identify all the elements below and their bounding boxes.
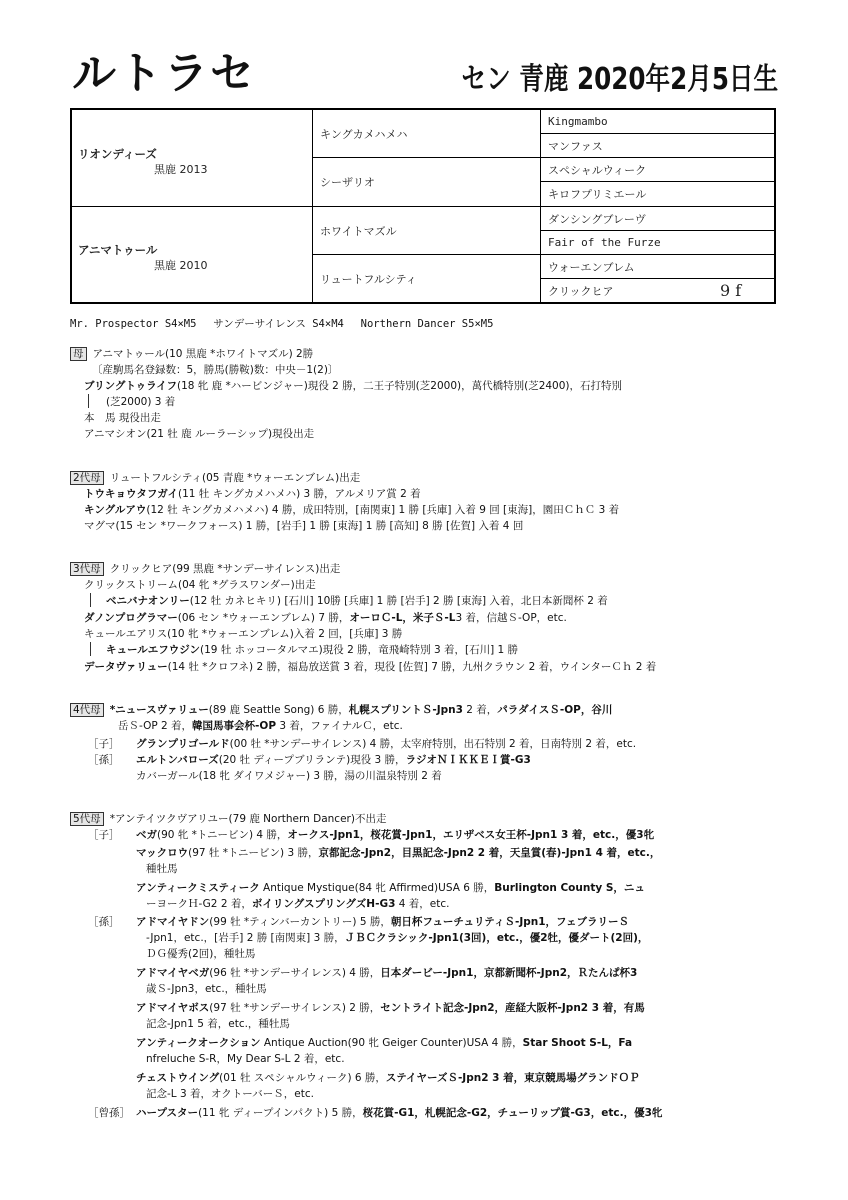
list-item: エルトンバローズ(20 牡 ディープブリランテ)現役 3 勝，ラジオＮＩＫＫＥＩ賞-G3 [136,754,531,766]
generation-tag: ［孫］ [88,754,120,766]
generation-tag: ［子］ [88,829,120,841]
third-dam-section-header: 3代母 クリックヒア(99 黒鹿 *サンデーサイレンス)出走 [70,561,340,577]
list-item: データヴァリュー(14 牡 *クロフネ) 2 勝，福島放送賞 3 着，現役 [佐賀] 7 勝，九州クラウン 2 着，ウインターＣｈ 2 着 [84,661,657,673]
list-item: アニマシオン(21 牡 鹿 ルーラーシップ)現役出走 [84,428,315,440]
generation-tag: ［子］ [88,738,120,750]
list-item: アンティークオークション Antique Auction(90 牝 Geiger Counter)USA 4 勝，Star Shoot S-L，Fa [136,1037,633,1049]
section-label-dam: 母 [70,347,87,361]
list-item: アドマイヤベガ(96 牡 *サンデーサイレンス) 4 勝，日本ダービー-Jpn1，京都新聞杯-Jpn2，Ｒたんぱ杯3 [136,967,638,979]
list-item: 歳Ｓ-Jpn3，etc.，種牡馬 [146,983,267,995]
section-label-3rd-dam: 3代母 [70,562,104,576]
list-item: カバーガール(18 牝 ダイワメジャー) 3 勝，湯の川温泉特別 2 着 [136,770,442,782]
list-item: 本 馬 現役出走 [84,412,161,424]
list-item: アドマイヤボス(97 牡 *サンデーサイレンス) 2 勝，セントライト記念-Jpn2，産経大阪杯-Jpn2 3 着，有馬 [136,1002,645,1014]
list-item: -Jpn1，etc.，[岩手] 2 勝 [南関東] 3 勝，ＪＢＣクラシック-Jpn1(3回)，etc.，優2牡，優ダート(2回)， [146,932,649,944]
list-item: キュールエアリス(10 牝 *ウォーエンブレム)入着 2 回，[兵庫] 3 勝 [84,628,403,640]
list-item: ハープスター(11 牝 ディープインパクト) 5 勝，桜花賞-G1，札幌記念-G2，チューリップ賞-G3，etc.，優3牝 [136,1107,663,1119]
dam-sire: ホワイトマズル [320,224,397,238]
list-item: ベニバナオンリー(12 牡 カネヒキリ) [石川] 10勝 [兵庫] 1 勝 [岩手] 2 勝 [東海] 入着，北日本新聞杯 2 着 [106,595,608,607]
g3-2: マンファス [548,139,603,153]
list-item: アンティークミスティーク Antique Mystique(84 牝 Affirmed)USA 6 勝，Burlington County S，ニュ [136,882,645,894]
pedigree-table [70,108,776,304]
dam-offspring-stats: 〔産駒馬名登録数：5，勝馬(勝鞍)数：中央－1(2)〕 [92,364,339,376]
dam-name: アニマトゥール [78,243,158,257]
sire-dam: シーザリオ [320,176,375,189]
section-label-2nd-dam: 2代母 [70,471,104,485]
section-label-5th-dam: 5代母 [70,812,104,826]
dam-section-header: 母 アニマトゥール(10 黒鹿 *ホワイトマズル) 2勝 [70,346,313,362]
list-item: マックロウ(97 牡 *トニービン) 3 勝，京都記念-Jpn2，目黒記念-Jpn2 2 着，天皇賞(春)-Jpn1 4 着，etc.， [136,847,661,859]
list-item: ＤＧ優秀(2回)，種牡馬 [146,948,256,960]
g3-7: ウォーエンブレム [548,260,635,274]
list-item: ベガ(90 牝 *トニービン) 4 勝，オークス-Jpn1，桜花賞-Jpn1，エリザベス女王杯-Jpn1 3 着，etc.，優3牝 [136,829,655,841]
list-item: キュールエフウジン(19 牡 ホッコータルマエ)現役 2 勝，竜飛崎特別 3 着，[石川] 1 勝 [106,644,519,656]
g3-1: Kingmambo [548,115,608,128]
generation-tag: ［孫］ [88,916,120,928]
list-item: トウキョウタフガイ(11 牡 キングカメハメハ) 3 勝，アルメリア賞 2 着 [84,488,421,500]
dam-dam: リュートフルシティ [320,272,417,286]
list-item: 記念-Jpn1 5 着，etc.，種牡馬 [146,1018,290,1030]
granddam-section-header: 2代母 リュートフルシティ(05 青鹿 *ウォーエンブレム)出走 [70,470,360,486]
list-item: チェストウイング(01 牡 スペシャルウィーク) 6 勝，ステイヤーズＳ-Jpn2 3 着，東京競馬場グランドＯＰ [136,1072,640,1084]
list-item: キングルアウ(12 牡 キングカメハメハ) 4 勝，成田特別，[南関東] 1 勝 [兵庫] 入着 9 回 [東海]，園田ＣｈＣ 3 着 [84,504,620,516]
list-item: 種牡馬 [146,863,178,875]
list-item: ダノンプログラマー(06 セン *ウォーエンブレム) 7 勝，オーロＣ-L，米子Ｓ-L3 着，信越Ｓ-OP，etc. [84,612,567,624]
g3-6: Fair of the Furze [548,236,661,249]
horse-name: ルトラセ [72,48,256,99]
sire-sire: キングカメハメハ [320,127,408,141]
list-item: (芝2000) 3 着 [106,396,176,408]
list-item: ーヨークＨ-G2 2 着，ボイリングスプリングズH-G3 4 着，etc. [146,898,450,910]
list-item: グランプリゴールド(00 牡 *サンデーサイレンス) 4 勝，太宰府特別，出石特別 2 着，日南特別 2 着，etc. [136,738,637,750]
list-item: 岳Ｓ-OP 2 着，韓国馬事会杯-OP 3 着，ファイナルＣ，etc. [118,720,403,732]
inbreeding-info: Mr. Prospector S4×M5 サンデーサイレンス S4×M4 Northern Dancer S5×M5 [70,318,494,330]
generation-tag: ［曾孫］ [88,1107,130,1119]
dam-cell [72,206,312,302]
list-item: 記念-L 3 着，オクトーバーＳ，etc. [146,1088,314,1100]
list-item: マグマ(15 セン *ワークフォース) 1 勝，[岩手] 1 勝 [東海] 1 勝 [高知] 8 勝 [佐賀] 入着 4 回 [84,520,524,532]
sire-color-year: 黒鹿 2013 [154,163,208,176]
sire-name: リオンディーズ [78,147,157,161]
family-number: 9 f [720,281,742,300]
g3-3: スペシャルウィーク [548,163,647,177]
section-label-4th-dam: 4代母 [70,703,104,717]
g3-5: ダンシングブレーヴ [548,212,646,226]
list-item: nfreluche S-R，My Dear S-L 2 着，etc. [146,1053,345,1065]
g3-8: クリックヒア [548,284,614,298]
sire-cell [72,110,312,206]
horse-info: セン 青鹿 2020年2月5日生 [461,62,778,97]
list-item: アドマイヤドン(99 牡 *ティンバーカントリー) 5 勝，朝日杯フューチュリティＳ-Jpn1，フェブラリーＳ [136,916,630,928]
fifth-dam-section-header: 5代母 *アンテイツクヴアリユー(79 鹿 Northern Dancer)不出走 [70,811,386,827]
list-item: ブリングトゥライフ(18 牝 鹿 *ハービンジャー)現役 2 勝，二王子特別(芝2000)，萬代橋特別(芝2400)，石打特別 [84,380,623,392]
list-item: クリックストリーム(04 牝 *グラスワンダー)出走 [84,579,316,591]
g3-4: キロフプリミエール [548,188,647,201]
fourth-dam-section-header: 4代母 *ニュースヴァリュー(89 鹿 Seattle Song) 6 勝，札幌スプリントＳ-Jpn3 2 着，パラダイスＳ-OP，谷川 [70,702,612,718]
dam-color-year: 黒鹿 2010 [154,259,208,272]
